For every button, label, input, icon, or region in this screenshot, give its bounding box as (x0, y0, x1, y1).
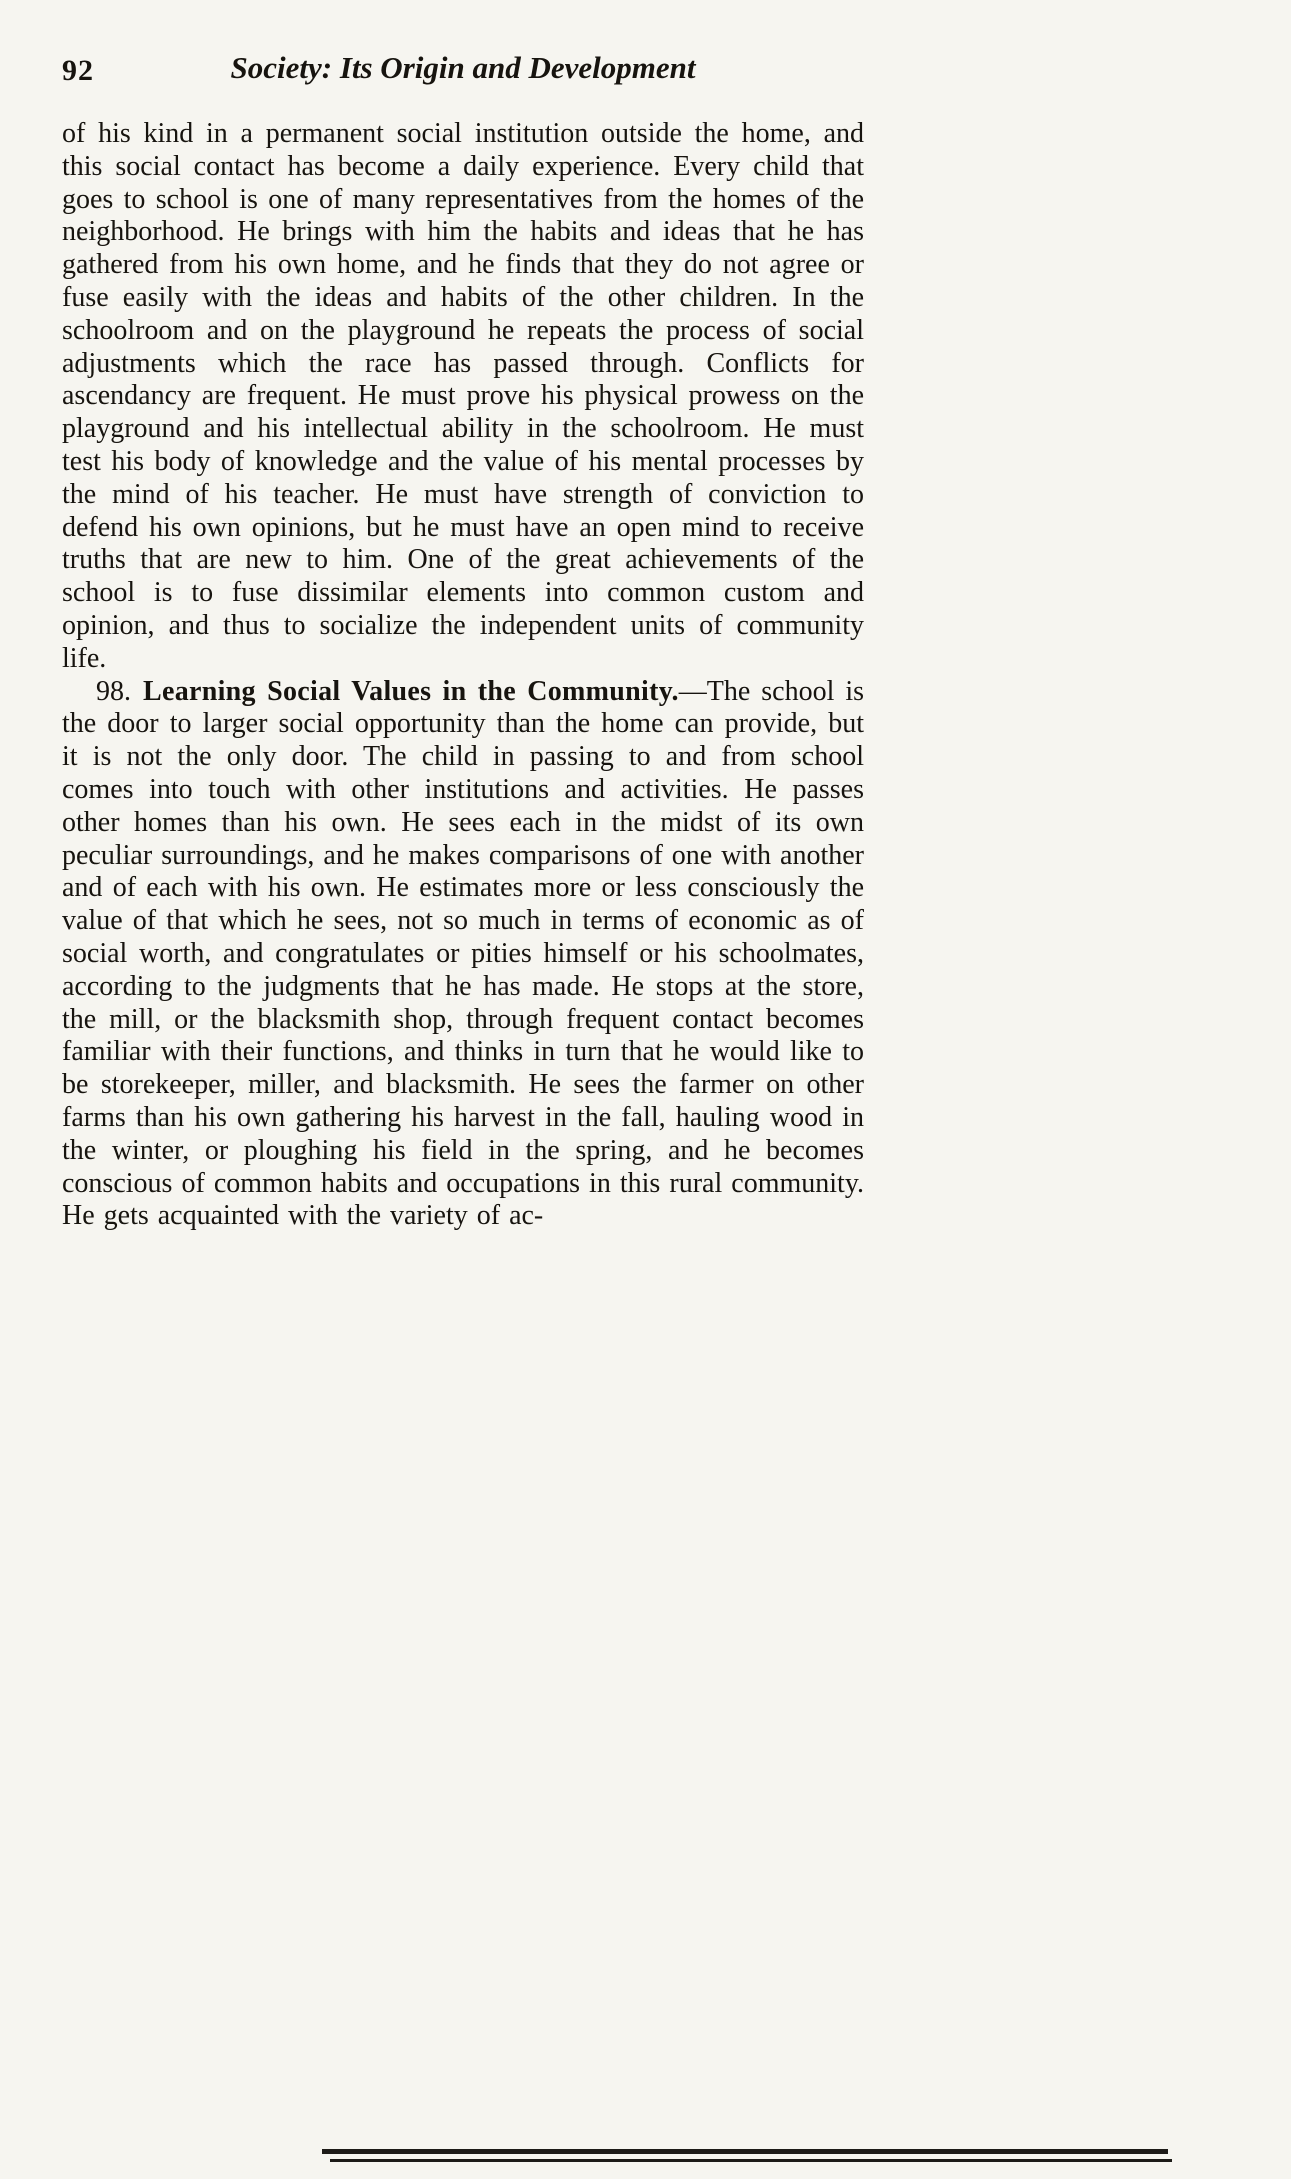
section-body-text: —The school is the door to larger social opportunity than the home can provide, but it is not the only door. The child in passing to and from school comes into touch with other institutions and activities. He passes other homes than his own. He sees each in the midst of its own peculiar surroundings, and he makes comparisons of one with another and of each with his own. He estimates more or less consciously the value of that which he sees, not so much in terms of economic as of social worth, and congratulates or pities himself or his schoolmates, according to the judgments that he has made. He stops at the store, the mill, or the blacksmith shop, through frequent contact becomes familiar with their functions, and thinks in turn that he would like to be storekeeper, miller, and blacksmith. He sees the farmer on other farms than his own gathering his harvest in the fall, hauling wood in the winter, or ploughing his field in the spring, and he becomes conscious of common habits and occupations in this rural community. He gets acquainted with the variety of ac- (62, 675, 864, 1232)
page-number: 92 (62, 54, 94, 87)
paragraph-section-98 (62, 676, 864, 1234)
section-heading: Learning Social Values in the Community. (143, 675, 679, 707)
running-header (62, 50, 864, 98)
section-number: 98. (96, 675, 131, 707)
paragraph-continuation: of his kind in a permanent social institution outside the home, and this social contact has become a daily experience. Every child that goes to school is one of many representatives from the homes of the neighborhood. He brings with him the habits and ideas that he has gathered from his own home, and he finds that they do not agree or fuse easily with the ideas and habits of the other children. In the schoolroom and on the playground he repeats the process of social adjustments which the race has passed through. Conflicts for ascendancy are frequent. He must prove his physical prowess on the playground and his intellectual ability in the schoolroom. He must test his body of knowledge and the value of his mental processes by the mind of his teacher. He must have strength of conviction to defend his own opinions, but he must have an open mind to receive truths that are new to him. One of the great achievements of the school is to fuse dissimilar elements into common custom and opinion, and thus to socialize the independent units of community life. (62, 118, 864, 674)
running-title: Society: Its Origin and Development (230, 50, 696, 85)
text-block (62, 50, 864, 1233)
scan-artifact-line-bottom (330, 2159, 1172, 2162)
scan-artifact-line-top (322, 2149, 1168, 2154)
